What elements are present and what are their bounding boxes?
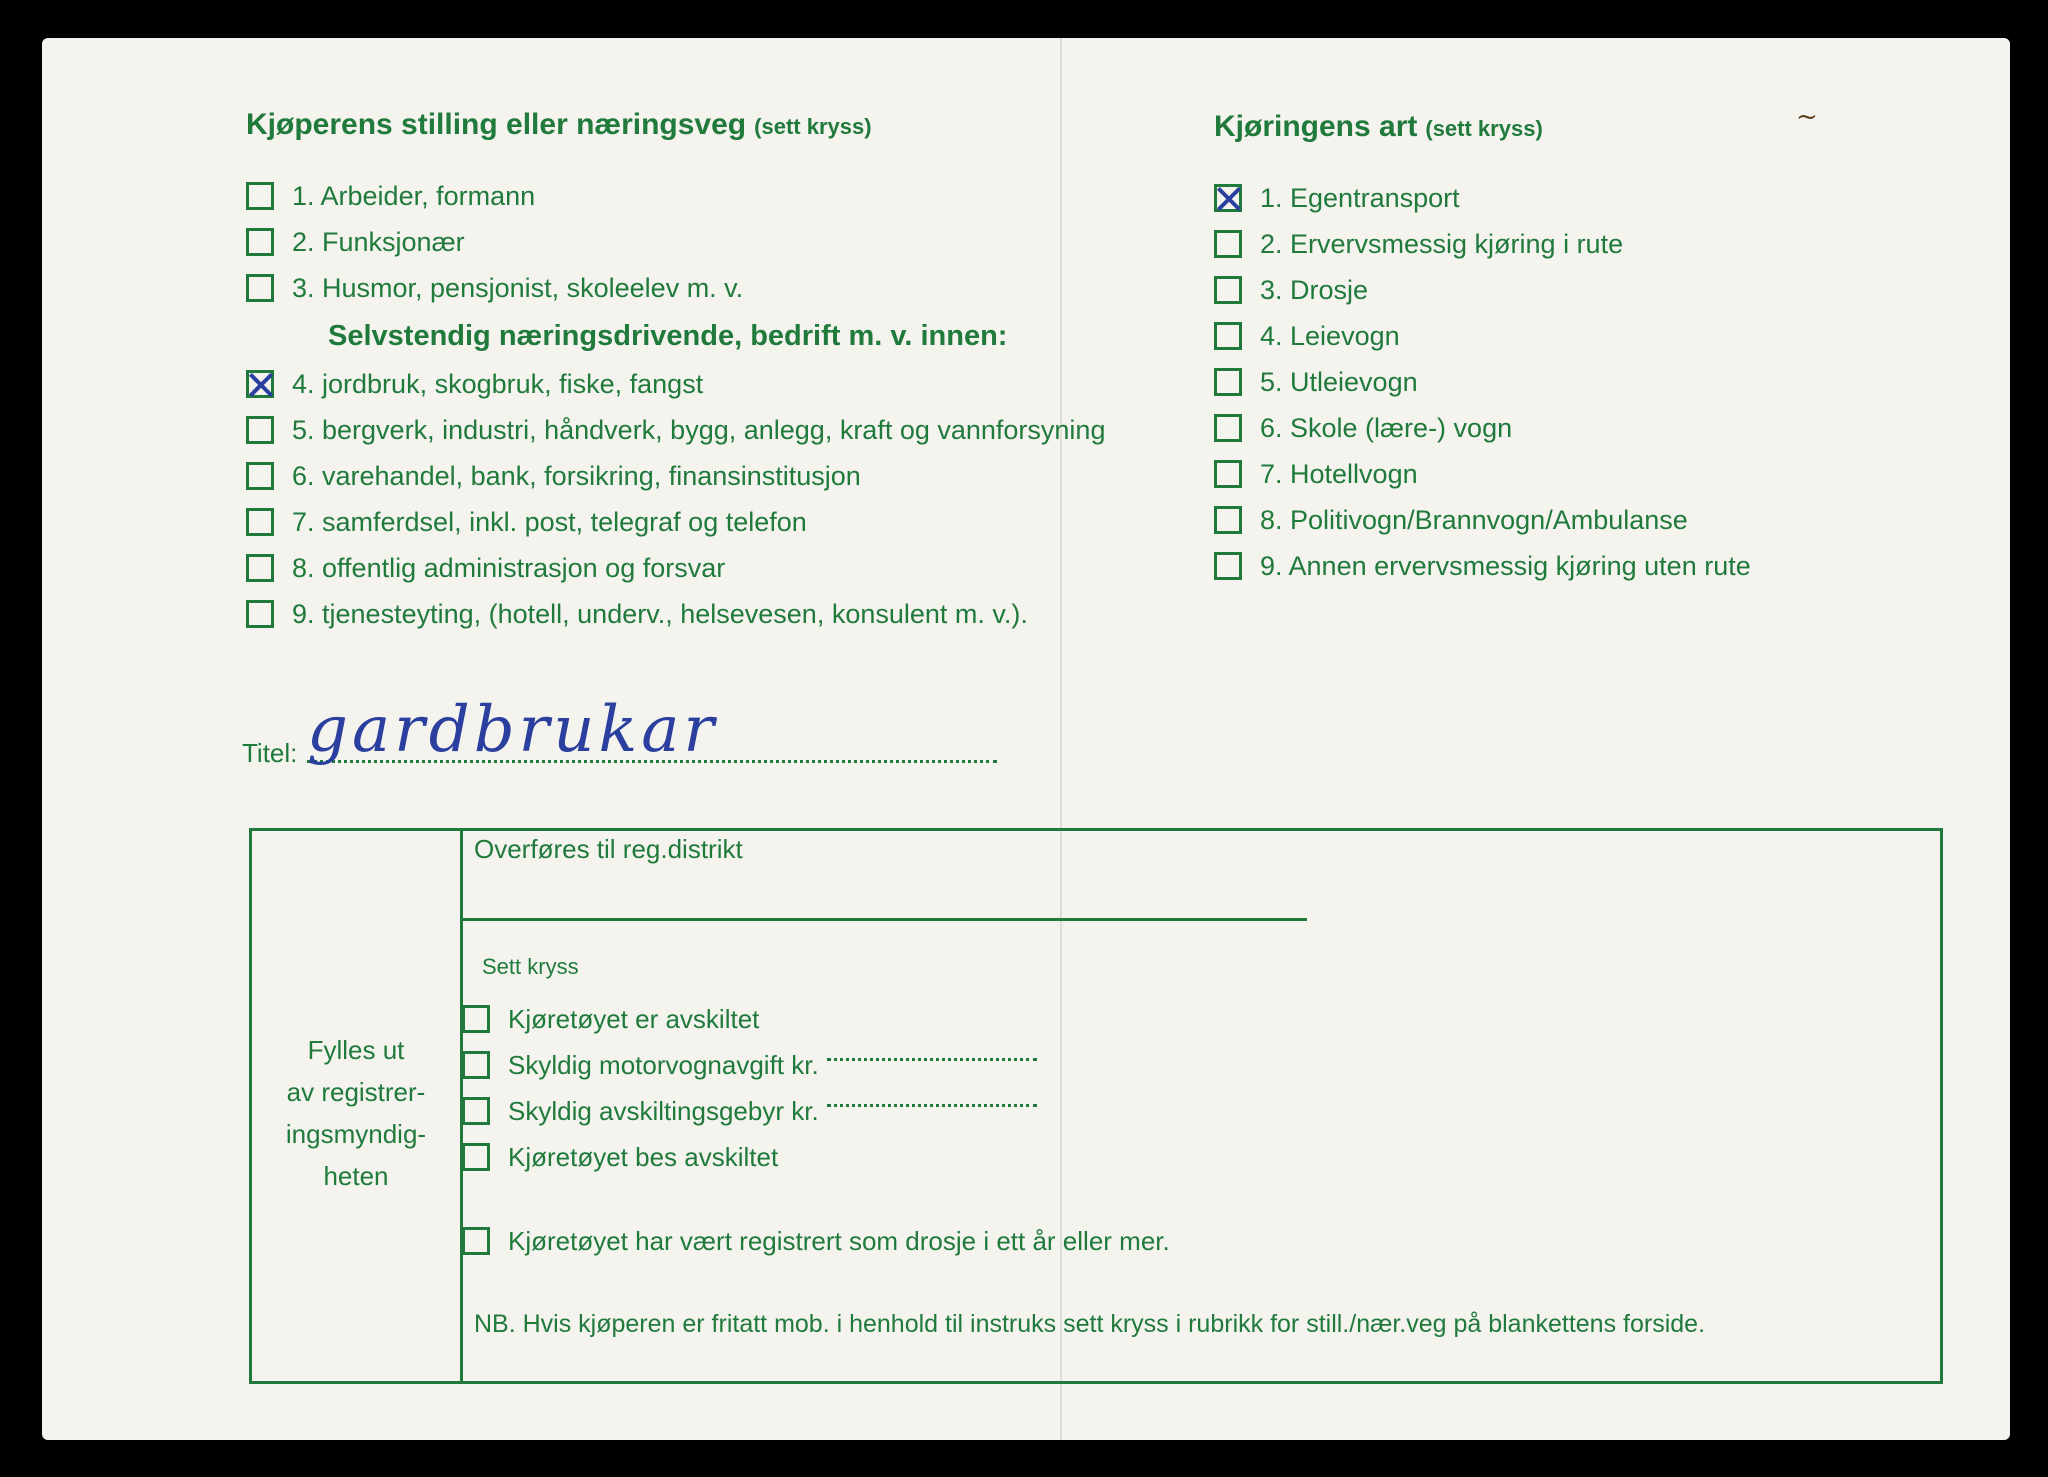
option-label: 5. bergverk, industri, håndverk, bygg, anlegg, kraft og vannforsyning (292, 414, 1106, 445)
buyer-option-2[interactable] (246, 222, 465, 262)
option-label: 5. Utleievogn (1260, 366, 1418, 397)
checkbox[interactable] (462, 1097, 490, 1125)
option-label: Skyldig avskiltingsgebyr kr. (508, 1095, 819, 1126)
driving-option-6[interactable] (1214, 408, 1512, 448)
option-label: Skyldig motorvognavgift kr. (508, 1049, 819, 1080)
checkbox[interactable] (462, 1051, 490, 1079)
driving-option-7[interactable] (1214, 454, 1418, 494)
buyer-option-8[interactable] (246, 548, 725, 588)
checkbox[interactable] (1214, 276, 1242, 304)
form-sheet (42, 38, 2010, 1440)
checkbox[interactable] (462, 1143, 490, 1171)
option-label: 6. Skole (lære-) vogn (1260, 412, 1513, 443)
checkbox[interactable] (246, 274, 274, 302)
option-label: 8. offentlig administrasjon og forsvar (292, 552, 726, 583)
driving-option-1[interactable] (1214, 178, 1460, 218)
registry-label-line: Fylles ut (307, 1035, 405, 1065)
registry-option-taxi-year[interactable] (462, 1222, 1170, 1260)
amount-dotted-line[interactable] (827, 1058, 1037, 1061)
option-label: 4. jordbruk, skogbruk, fiske, fangst (292, 368, 704, 399)
buyer-option-1[interactable] (246, 176, 535, 216)
registry-option-request-deregistration[interactable] (462, 1138, 778, 1176)
option-label: 8. Politivogn/Brannvogn/Ambulanse (1260, 504, 1688, 535)
checkbox[interactable] (462, 1005, 490, 1033)
amount-dotted-line[interactable] (827, 1104, 1037, 1107)
checkbox-checked[interactable] (246, 370, 274, 398)
self-employed-subheading: Selvstendig næringsdrivende, bedrift m. v. innen: (328, 320, 1008, 352)
option-label: 4. Leievogn (1260, 320, 1400, 351)
option-label: 9. tjenesteyting, (hotell, underv., helsevesen, konsulent m. v.). (292, 598, 1028, 629)
nb-note: NB. Hvis kjøperen er fritatt mob. i henhold til instruks sett kryss i rubrikk for still./nær.veg på blankettens forside. (474, 1310, 1706, 1338)
buyer-option-3[interactable] (246, 268, 743, 308)
buyer-option-6[interactable] (246, 456, 861, 496)
driving-option-8[interactable] (1214, 500, 1688, 540)
driving-option-5[interactable] (1214, 362, 1418, 402)
registry-label-line: av registrer- (286, 1077, 426, 1107)
option-label: 3. Drosje (1260, 274, 1369, 305)
transfer-district-line[interactable] (462, 918, 1307, 921)
option-label: Kjøretøyet bes avskiltet (508, 1141, 779, 1172)
driving-option-2[interactable] (1214, 224, 1623, 264)
buyer-option-7[interactable] (246, 502, 807, 542)
registry-option-deregistered[interactable] (462, 1000, 759, 1038)
registry-label-line: ingsmyndig- (285, 1119, 427, 1149)
checkbox[interactable] (1214, 230, 1242, 258)
driving-section-heading (1214, 110, 1543, 144)
checkbox[interactable] (1214, 506, 1242, 534)
buyer-option-5[interactable] (246, 410, 1105, 450)
buyer-option-9[interactable] (246, 594, 1028, 634)
buyer-section-heading (246, 108, 872, 142)
checkbox[interactable] (1214, 460, 1242, 488)
option-label: Kjøretøyet er avskiltet (508, 1003, 760, 1034)
checkbox[interactable] (246, 462, 274, 490)
checkbox[interactable] (246, 508, 274, 536)
checkbox[interactable] (1214, 322, 1242, 350)
transfer-district-label: Overføres til reg.distrikt (474, 834, 743, 864)
option-label: 1. Egentransport (1260, 182, 1460, 213)
checkbox[interactable] (1214, 552, 1242, 580)
driving-option-4[interactable] (1214, 316, 1400, 356)
checkbox[interactable] (246, 416, 274, 444)
checkbox[interactable] (1214, 414, 1242, 442)
checkbox[interactable] (246, 554, 274, 582)
checkbox[interactable] (462, 1227, 490, 1255)
registry-option-motor-fee[interactable] (462, 1046, 1037, 1084)
checkbox-checked[interactable] (1214, 184, 1242, 212)
option-label: 3. Husmor, pensjonist, skoleelev m. v. (292, 272, 744, 303)
option-label: 7. samferdsel, inkl. post, telegraf og telefon (292, 506, 807, 537)
option-label: 7. Hotellvogn (1260, 458, 1418, 489)
registry-label-line: heten (323, 1161, 389, 1191)
title-label: Titel: (242, 738, 298, 768)
option-label: 2. Ervervsmessig kjøring i rute (1260, 228, 1624, 259)
registry-option-deregistration-fee[interactable] (462, 1092, 1037, 1130)
buyer-option-4[interactable] (246, 364, 703, 404)
option-label: 2. Funksjonær (292, 226, 465, 257)
driving-option-9[interactable] (1214, 546, 1751, 586)
option-label: Kjøretøyet har vært registrert som drosje i ett år eller mer. (508, 1225, 1170, 1256)
checkbox[interactable] (246, 600, 274, 628)
checkbox[interactable] (1214, 368, 1242, 396)
option-label: 1. Arbeider, formann (292, 180, 536, 211)
option-label: 9. Annen ervervsmessig kjøring uten rute (1260, 550, 1751, 581)
registry-authority-label (252, 1029, 460, 1197)
driving-option-3[interactable] (1214, 270, 1368, 310)
driving-heading-hint: (sett kryss) (1425, 116, 1543, 141)
title-handwritten-value[interactable]: gardbrukar (307, 693, 718, 767)
ink-stain-mark: ~ (1796, 102, 1818, 132)
sett-kryss-label: Sett kryss (482, 954, 579, 979)
option-label: 6. varehandel, bank, forsikring, finansinstitusjon (292, 460, 861, 491)
buyer-heading-hint: (sett kryss) (754, 114, 872, 139)
checkbox[interactable] (246, 228, 274, 256)
buyer-heading-text: Kjøperens stilling eller næringsveg (246, 108, 747, 141)
checkbox[interactable] (246, 182, 274, 210)
driving-heading-text: Kjøringens art (1214, 110, 1418, 143)
